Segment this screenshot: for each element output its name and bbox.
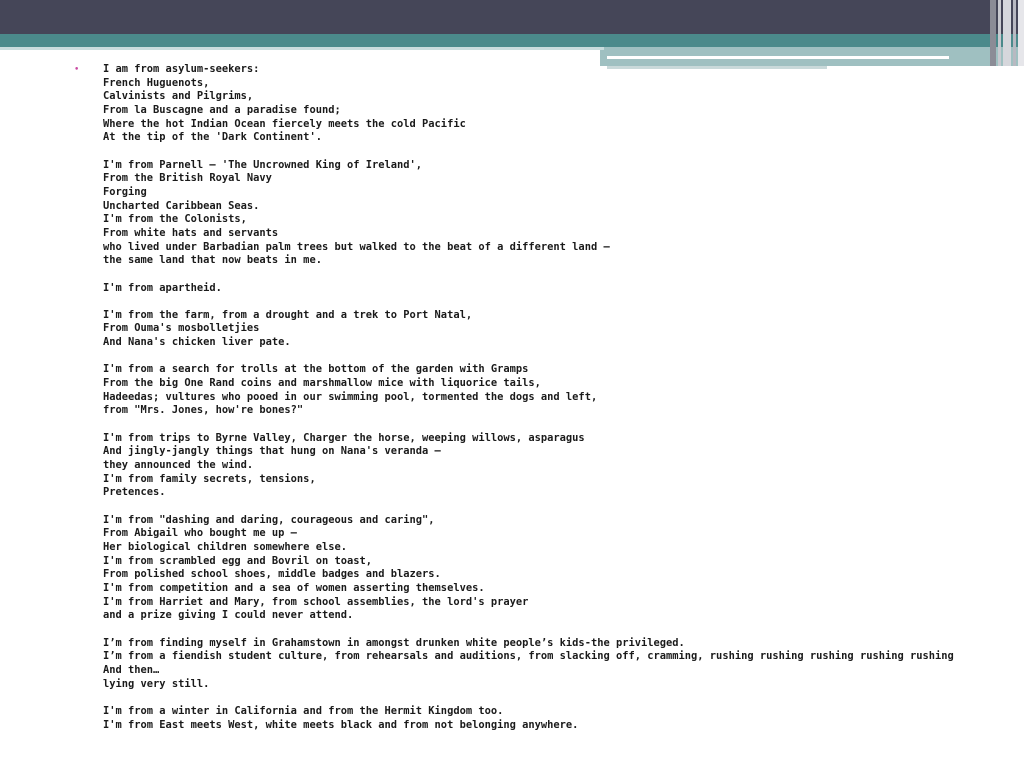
poem-line: Forging: [103, 185, 147, 198]
poem-line: And then…: [103, 663, 160, 676]
poem-line: Uncharted Caribbean Seas.: [103, 199, 260, 212]
poem-line: and a prize giving I could never attend.: [103, 609, 354, 622]
poem-line: I'm from trips to Byrne Valley, Charger the horse, weeping willows, asparagus: [103, 431, 585, 444]
poem-line: lying very still.: [103, 677, 210, 690]
poem-line: From la Buscagne and a paradise found;: [103, 103, 341, 116]
poem-line: And Nana's chicken liver pate.: [103, 336, 291, 349]
poem-line: I'm from Parnell – 'The Uncrowned King of Ireland',: [103, 158, 423, 171]
poem-line: I’m from finding myself in Grahamstown in amongst drunken white people’s kids-the privileged.: [103, 636, 685, 649]
poem-blank-line: [103, 691, 954, 705]
poem-line: From white hats and servants: [103, 226, 279, 239]
poem-line: Her biological children somewhere else.: [103, 540, 347, 553]
poem-line: From polished school shoes, middle badges and blazers.: [103, 568, 441, 581]
poem-line: From the big One Rand coins and marshmallow mice with liquorice tails,: [103, 377, 541, 390]
header-band-teal: [0, 34, 1024, 47]
poem-line: from "Mrs. Jones, how're bones?": [103, 404, 304, 417]
poem-line: Pretences.: [103, 486, 166, 499]
poem-line: And jingly-jangly things that hung on Nana's veranda –: [103, 445, 441, 458]
poem-line: I'm from apartheid.: [103, 281, 222, 294]
poem-line: I'm from East meets West, white meets black and from not belonging anywhere.: [103, 718, 579, 731]
poem-line: I'm from competition and a sea of women asserting themselves.: [103, 581, 485, 594]
poem-line: who lived under Barbadian palm trees but walked to the beat of a different land –: [103, 240, 610, 253]
decorative-line: [0, 47, 604, 50]
poem-blank-line: [103, 145, 954, 159]
poem-line: I'm from a winter in California and from the Hermit Kingdom too.: [103, 704, 504, 717]
decorative-vertical-stripes: [990, 0, 1024, 66]
poem-line: French Huguenots,: [103, 76, 210, 89]
header-band-dark: [0, 0, 1024, 34]
bullet-marker: •: [74, 65, 80, 75]
poem-line: I'm from the farm, from a drought and a trek to Port Natal,: [103, 308, 473, 321]
poem-line: I'm from a search for trolls at the bottom of the garden with Gramps: [103, 363, 529, 376]
poem-line: From the British Royal Navy: [103, 172, 272, 185]
poem-line: From Ouma's mosbolletjies: [103, 322, 260, 335]
poem-line: From Abigail who bought me up –: [103, 527, 297, 540]
poem-line: I’m from a fiendish student culture, from rehearsals and auditions, from slacking off, cramming, rushing rushing rushing rushing rushing: [103, 650, 954, 663]
poem-line: I'm from the Colonists,: [103, 213, 247, 226]
poem-text: [103, 63, 954, 732]
poem-line: I'm from family secrets, tensions,: [103, 472, 316, 485]
poem-line: the same land that now beats in me.: [103, 254, 322, 267]
poem-blank-line: [103, 500, 954, 514]
decorative-line: [607, 56, 949, 59]
poem-line: Hadeedas; vultures who pooed in our swimming pool, tormented the dogs and left,: [103, 390, 598, 403]
poem-line: I'm from "dashing and daring, courageous and caring",: [103, 513, 435, 526]
poem-line: At the tip of the 'Dark Continent'.: [103, 131, 322, 144]
poem-blank-line: [103, 295, 954, 309]
poem-blank-line: [103, 623, 954, 637]
poem-line: Calvinists and Pilgrims,: [103, 90, 254, 103]
poem-line: they announced the wind.: [103, 459, 254, 472]
poem-line: I am from asylum-seekers:: [103, 63, 260, 75]
poem-blank-line: [103, 268, 954, 282]
poem-line: I'm from scrambled egg and Bovril on toast,: [103, 554, 372, 567]
poem-blank-line: [103, 418, 954, 432]
poem-line: Where the hot Indian Ocean fiercely meets the cold Pacific: [103, 117, 466, 130]
poem-line: I'm from Harriet and Mary, from school assemblies, the lord's prayer: [103, 595, 529, 608]
poem-blank-line: [103, 350, 954, 364]
